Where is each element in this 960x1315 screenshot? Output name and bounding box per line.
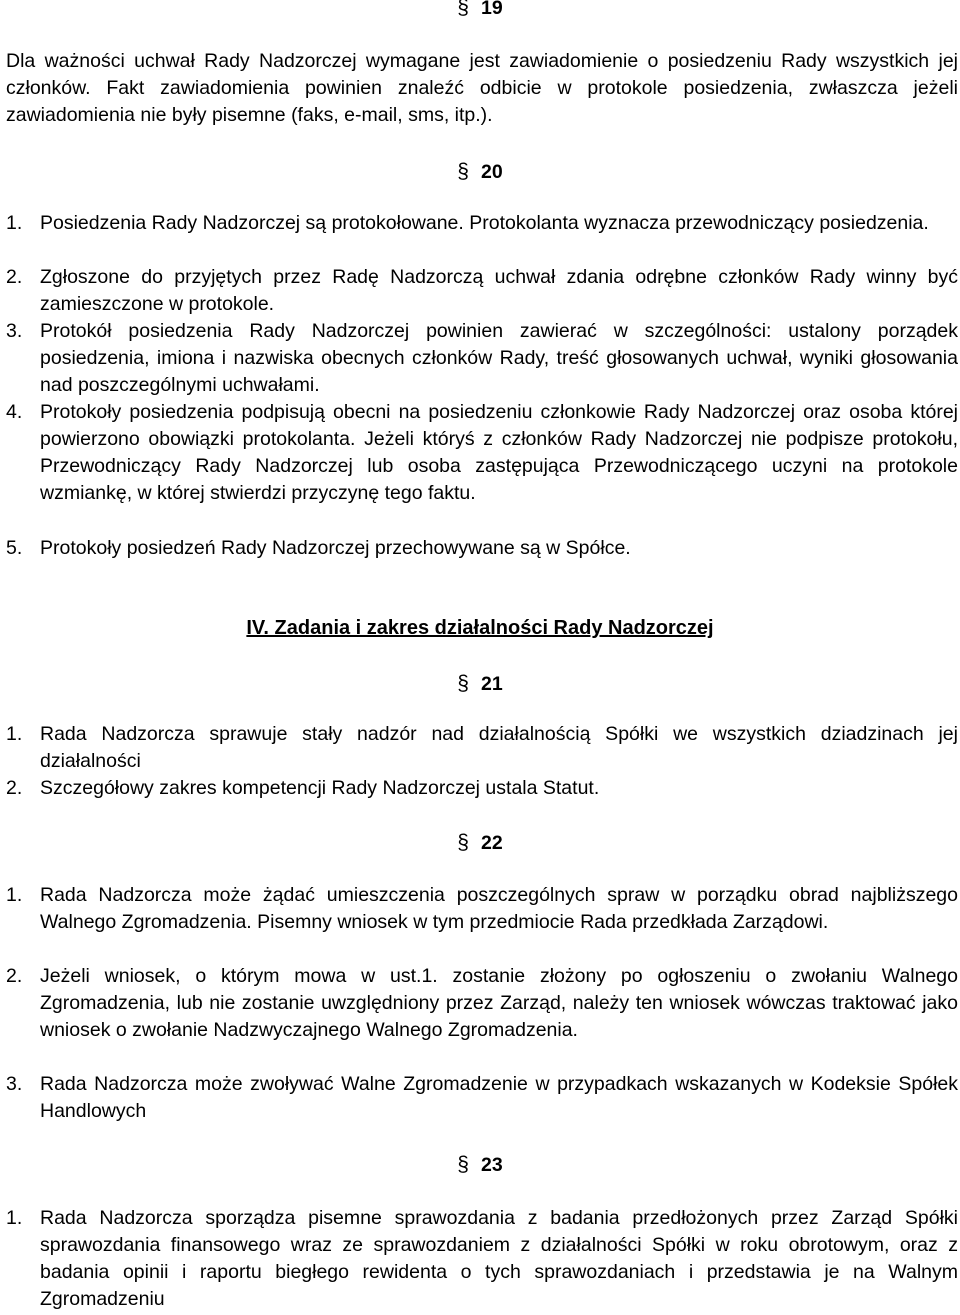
item-number: 5. (6, 537, 23, 559)
section-sign: § (457, 160, 469, 183)
item-number: 2. (6, 266, 23, 288)
section-number: 22 (480, 832, 503, 854)
list-item (6, 963, 958, 1044)
section-number: 23 (480, 1154, 503, 1176)
item-text: Jeżeli wniosek, o którym mowa w ust.1. zostanie złożony po ogłoszeniu o zwołaniu Walnego Zgromadzenia, lub nie zostanie uwzględniony przez Zarząd, należy ten wniosek wówczas traktować jako wniosek o zwołanie Nadzwyczajnego Walnego Zgromadzenia. (40, 965, 958, 1041)
list-item (6, 775, 958, 802)
section-heading-22 (0, 829, 960, 857)
section-heading-20 (0, 158, 960, 186)
item-number: 2. (6, 777, 23, 799)
list-item (6, 1071, 958, 1125)
section-number: 19 (480, 0, 503, 19)
item-number: 2. (6, 965, 23, 987)
item-text: Rada Nadzorcza może zwoływać Walne Zgromadzenie w przypadkach wskazanych w Kodeksie Spółek Handlowych (40, 1073, 958, 1122)
list-item (6, 535, 958, 562)
item-number: 3. (6, 1073, 23, 1095)
item-number: 1. (6, 723, 23, 745)
item-text: Rada Nadzorcza sporządza pisemne sprawozdania z badania przedłożonych przez Zarząd Spółki sprawozdania finansowego wraz ze sprawozdaniem z działalności Spółki w roku obrotowym, oraz z badania opinii i raportu biegłego rewidenta o tych sprawozdaniach i przedstawia je na Walnym Zgromadzeniu (40, 1207, 958, 1310)
item-text: Protokoły posiedzeń Rady Nadzorczej przechowywane są w Spółce. (40, 537, 631, 559)
list-item (6, 210, 958, 237)
list-item (6, 399, 958, 507)
section-heading-21 (0, 670, 960, 698)
list-item (6, 721, 958, 775)
item-text: Protokół posiedzenia Rady Nadzorczej powinien zawierać w szczególności: ustalony porządek posiedzenia, imiona i nazwiska obecnych członków Rady, treść głosowanych uchwał, wyniki głosowania nad poszczególnymi uchwałami. (40, 320, 958, 396)
section-sign: § (457, 1153, 469, 1176)
item-text: Zgłoszone do przyjętych przez Radę Nadzorczą uchwał zdania odrębne członków Rady winny być zamieszczone w protokole. (40, 266, 958, 315)
section-sign: § (457, 831, 469, 854)
section-number: 21 (480, 673, 503, 695)
item-text: Rada Nadzorcza sprawuje stały nadzór nad działalnością Spółki we wszystkich dziadzinach jej działalności (40, 723, 958, 772)
item-text: Posiedzenia Rady Nadzorczej są protokołowane. Protokolanta wyznacza przewodniczący posiedzenia. (40, 212, 929, 234)
section-heading-19 (0, 0, 960, 22)
list-item (6, 1205, 958, 1313)
item-text: Protokoły posiedzenia podpisują obecni na posiedzeniu członkowie Rady Nadzorczej oraz osoba której powierzono obowiązki protokolanta. Jeżeli któryś z członków Rady Nadzorczej nie podpisze protokołu, Przewodniczący Rady Nadzorczej lub osoba zastępująca Przewodniczącego uczyni na protokole wzmiankę, w której stwierdzi przyczynę tego faktu. (40, 401, 958, 504)
item-number: 3. (6, 320, 23, 342)
section-sign: § (457, 672, 469, 695)
item-number: 1. (6, 884, 23, 906)
item-text: Szczegółowy zakres kompetencji Rady Nadzorczej ustala Statut. (40, 777, 600, 799)
section-heading-23 (0, 1151, 960, 1179)
item-number: 1. (6, 212, 23, 234)
chapter-title: IV. Zadania i zakres działalności Rady Nadzorczej (246, 617, 714, 639)
list-item (6, 318, 958, 399)
paragraph-19: Dla ważności uchwał Rady Nadzorczej wymagane jest zawiadomienie o posiedzeniu Rady wszystkich jej członków. Fakt zawiadomienia powinien znaleźć odbicie w protokole posiedzenia, zwłaszcza jeżeli zawiadomienia nie były pisemne (faks, e-mail, sms, itp.). (6, 50, 958, 126)
item-text: Rada Nadzorcza może żądać umieszczenia poszczególnych spraw w porządku obrad najbliższego Walnego Zgromadzenia. Pisemny wniosek w tym przedmiocie Rada przedkłada Zarządowi. (40, 884, 958, 933)
section-sign: § (457, 0, 469, 19)
section-number: 20 (480, 161, 503, 183)
list-item (6, 882, 958, 936)
item-number: 4. (6, 401, 23, 423)
item-number: 1. (6, 1207, 23, 1229)
list-item (6, 264, 958, 318)
